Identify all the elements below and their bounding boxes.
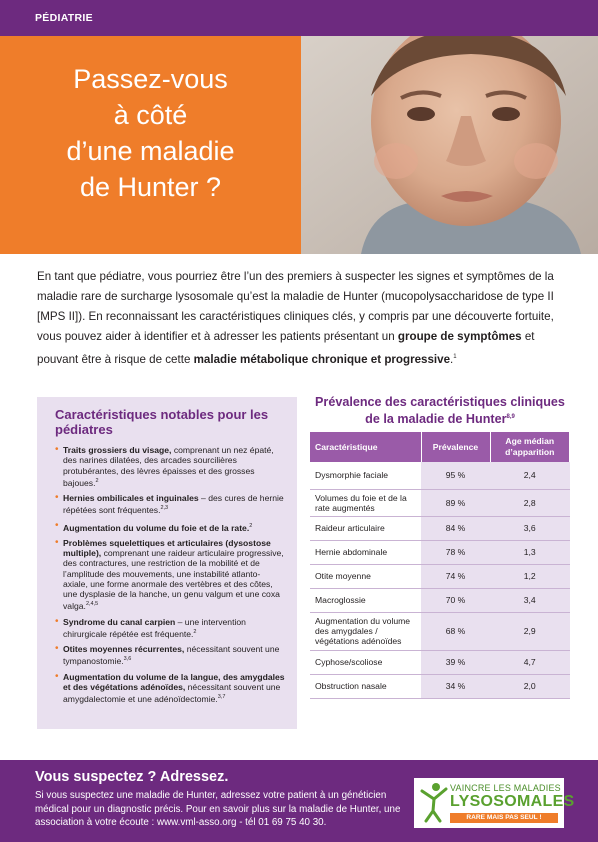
table-cell-feature: Cyphose/scoliose	[310, 650, 421, 674]
logo-tagline: RARE MAIS PAS SEUL !	[450, 813, 558, 823]
table-cell-prevalence: 89 %	[421, 489, 490, 516]
table-cell-age: 2,9	[490, 612, 570, 650]
features-title: Caractéristiques notables pour les pédiatres	[55, 407, 269, 437]
feature-ref: 2,4,5	[85, 601, 99, 608]
intro-ref: 1	[453, 354, 457, 360]
vml-logo	[414, 778, 575, 828]
title-line: d’une maladie	[66, 135, 235, 166]
feature-text: comprenant une raideur articulaire progressive, des contractures, une restriction de la mobilité et de l’amplitude des mouvements, une instabilité atlanto-axiale, une forme anormale des vertèbres et des côtes, une dysplasie de la hanche, un genu valgum et une coxa valga.	[63, 547, 284, 612]
table-row	[310, 650, 570, 674]
table-row	[310, 564, 570, 588]
top-banner	[0, 0, 598, 36]
footer-title: Vous suspectez ? Adressez.	[35, 769, 229, 785]
intro-text-2: et pouvant être à risque de cette	[37, 330, 535, 366]
table-row	[310, 462, 570, 489]
feature-bold: Hernies ombilicales et inguinales	[63, 493, 199, 504]
list-item	[55, 445, 285, 488]
table-cell-prevalence: 95 %	[421, 462, 490, 489]
table-cell-prevalence: 70 %	[421, 588, 490, 612]
logo-line2: LYSOSOMALES	[450, 793, 575, 810]
list-item	[55, 617, 285, 639]
table-cell-age: 4,7	[490, 650, 570, 674]
table-cell-prevalence: 68 %	[421, 612, 490, 650]
table-row	[310, 612, 570, 650]
intro-text-3: .	[450, 352, 454, 366]
feature-bold: Otites moyennes récurrentes,	[63, 644, 185, 655]
table-cell-age: 1,2	[490, 564, 570, 588]
table-cell-age: 2,4	[490, 462, 570, 489]
list-item	[55, 521, 285, 533]
table-cell-age: 2,8	[490, 489, 570, 516]
prevalence-title-text: Prévalence des caractéristiques cliniques de la maladie de Hunter	[315, 395, 565, 427]
list-item	[55, 644, 285, 666]
table-cell-age: 3,4	[490, 588, 570, 612]
feature-bold: Syndrome du canal carpien	[63, 616, 176, 627]
table-cell-age: 1,3	[490, 540, 570, 564]
feature-text: – des cures de hernie répétées sont fréquentes.	[63, 493, 284, 516]
intro-bold-2: maladie métabolique chronique et progressive	[193, 352, 451, 366]
feature-bold: Traits grossiers du visage,	[63, 445, 172, 455]
child-photo	[301, 36, 598, 254]
feature-ref: 2	[249, 522, 253, 529]
table-row	[310, 540, 570, 564]
feature-bold: Problèmes squelettiques et articulaires (dysostose multiple),	[63, 537, 271, 558]
table-cell-age: 2,0	[490, 674, 570, 698]
feature-bold: Augmentation du volume de la langue, des amygdales et des végétations adénoïdes,	[63, 671, 285, 692]
hero-title-panel	[0, 36, 301, 254]
page-title	[0, 62, 301, 206]
vml-figure-icon	[418, 781, 450, 825]
feature-ref: 3,6	[123, 656, 132, 663]
feature-text: nécessitant souvent une tympanostomie.	[63, 644, 280, 667]
table-cell-prevalence: 74 %	[421, 564, 490, 588]
section-label: PÉDIATRIE	[35, 12, 93, 24]
title-line: Passez-vous	[73, 64, 228, 94]
table-cell-feature: Otite moyenne	[310, 564, 421, 588]
table-row	[310, 516, 570, 540]
prevalence-title	[309, 395, 571, 427]
feature-bold: Augmentation du volume du foie et de la rate.	[63, 522, 250, 533]
list-item	[55, 538, 285, 612]
list-item	[55, 493, 285, 515]
table-cell-feature: Dysmorphie faciale	[310, 462, 421, 489]
table-cell-prevalence: 39 %	[421, 650, 490, 674]
prevalence-ref: 8,9	[506, 414, 515, 420]
child-portrait-image	[301, 36, 598, 254]
prevalence-table	[310, 432, 570, 699]
table-cell-feature: Raideur articulaire	[310, 516, 421, 540]
table-header-row	[310, 432, 570, 462]
table-cell-prevalence: 84 %	[421, 516, 490, 540]
table-cell-age: 3,6	[490, 516, 570, 540]
table-cell-prevalence: 78 %	[421, 540, 490, 564]
intro-text-1: En tant que pédiatre, vous pourriez être l’un des premiers à suspecter les signes et symptômes de la maladie rare de surcharge lysosomale qu’est la maladie de Hunter (mucopolysaccharidose de type II [MPS II]). En reconnaissant les caractéristiques cliniques clés, y compris par une découverte fortuite, vous pouvez aider à identifier et à adresser les patients présentant un	[37, 270, 554, 343]
footer-text: Si vous suspectez une maladie de Hunter, adressez votre patient à un généticien médical pour un diagnostic précis. Pour en savoir plus sur la maladie de Hunter, une association à votre écoute : www.vml-asso.org - tél 01 69 75 40 30.	[35, 790, 401, 828]
title-line: à côté	[113, 99, 188, 130]
column-header: Caractéristique	[310, 432, 421, 462]
table-cell-feature: Augmentation du volume des amygdales / végétations adénoïdes	[310, 612, 421, 650]
table-row	[310, 489, 570, 516]
feature-ref: 2	[95, 477, 99, 484]
table-cell-prevalence: 34 %	[421, 674, 490, 698]
feature-text: nécessitant souvent une amygdalectomie et une adénoïdectomie.	[63, 681, 281, 704]
table-cell-feature: Macroglossie	[310, 588, 421, 612]
column-header: Age médian d’apparition	[490, 432, 570, 462]
feature-text: comprenant un nez épaté, des narines dilatées, des arcades sourcilières protubérantes, des lèvres épaisses et des grosses bajoues.	[63, 445, 274, 488]
list-item	[55, 672, 285, 705]
features-box	[37, 397, 297, 729]
logo-line1: VAINCRE LES MALADIES	[450, 783, 561, 793]
table-cell-feature: Obstruction nasale	[310, 674, 421, 698]
intro-paragraph	[37, 267, 567, 370]
column-header: Prévalence	[421, 432, 490, 462]
table-row	[310, 588, 570, 612]
table-cell-feature: Volumes du foie et de la rate augmentés	[310, 489, 421, 516]
features-list	[55, 445, 285, 704]
feature-ref: 3,7	[217, 694, 226, 701]
feature-ref: 2	[193, 628, 197, 635]
title-line: de Hunter ?	[79, 171, 222, 202]
table-row	[310, 674, 570, 698]
feature-text: – une intervention chirurgicale répétée est fréquente.	[63, 616, 246, 639]
table-cell-feature: Hernie abdominale	[310, 540, 421, 564]
intro-bold-1: groupe de symptômes	[397, 330, 522, 343]
feature-ref: 2,3	[160, 505, 169, 512]
